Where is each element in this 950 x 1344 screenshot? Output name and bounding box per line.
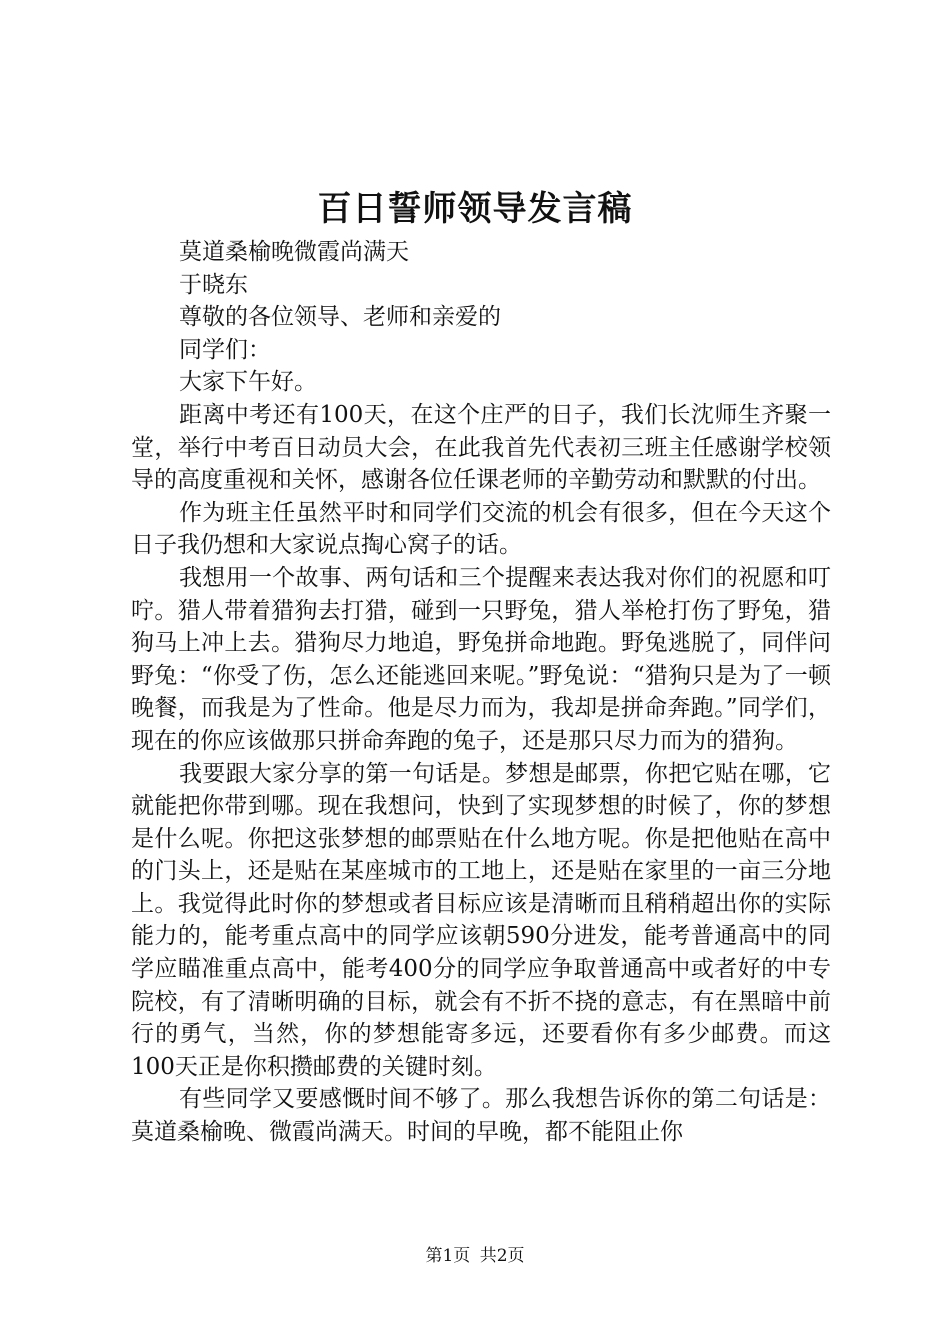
author-line: 于晓东 (179, 271, 248, 298)
body-paragraph: 距离中考还有100天，在这个庄严的日子，我们长沈师生齐聚一堂，举行中考百日动员大会，在此我首先代表初三班主任感谢学校领导的高度重视和关怀，感谢各位任课老师的辛勤劳动和默默的付出。 (131, 401, 831, 494)
body-paragraph: 作为班主任虽然平时和同学们交流的机会有很多，但在今天这个日子我仍想和大家说点掏心窝子的话。 (131, 499, 831, 559)
page-number-total: 共2页 (479, 1246, 525, 1266)
greeting-line-2: 同学们： (179, 336, 271, 363)
salutation-line: 大家下午好。 (179, 369, 317, 396)
subtitle-line: 莫道桑榆晚微霞尚满天 (179, 239, 409, 265)
page-footer (0, 1244, 950, 1268)
body-paragraph: 我要跟大家分享的第一句话是。梦想是邮票，你把它贴在哪，它就能把你带到哪。现在我想问，快到了实现梦想的时候了，你的梦想是什么呢。你把这张梦想的邮票贴在什么地方呢。你是把他贴在高中的门头上，还是贴在某座城市的工地上，还是贴在家里的一亩三分地上。我觉得此时你的梦想或者目标应该是清晰而且稍稍超出你的实际能力的，能考重点高中的同学应该朝590分进发，能考普通高中的同学应瞄准重点高中，能考400分的同学应争取普通高中或者好的中专院校，有了清晰明确的目标，就会有不折不挠的意志，有在黑暗中前行的勇气，当然，你的梦想能寄多远，还要看你有多少邮费。而这100天正是你积攒邮费的关键时刻。 (131, 760, 831, 1080)
document-title: 百日誓师领导发言稿 (317, 189, 633, 229)
greeting-line-1: 尊敬的各位领导、老师和亲爱的 (179, 304, 501, 331)
body-paragraph: 有些同学又要感慨时间不够了。那么我想告诉你的第二句话是：莫道桑榆晚、微霞尚满天。时间的早晚，都不能阻止你 (131, 1086, 831, 1146)
page-number-current: 第1页 (425, 1246, 471, 1266)
body-paragraph: 我想用一个故事、两句话和三个提醒来表达我对你们的祝愿和叮咛。猎人带着猎狗去打猎，碰到一只野兔，猎人举枪打伤了野兔，猎狗马上冲上去。猎狗尽力地追，野兔拼命地跑。野兔逃脱了，同伴问野兔：“你受了伤，怎么还能逃回来呢。”野兔说：“猎狗只是为了一顿晚餐，而我是为了性命。他是尽力而为，我却是拼命奔跑。”同学们，现在的你应该做那只拼命奔跑的兔子，还是那只尽力而为的猎狗。 (131, 564, 831, 754)
document-body (131, 236, 831, 1149)
